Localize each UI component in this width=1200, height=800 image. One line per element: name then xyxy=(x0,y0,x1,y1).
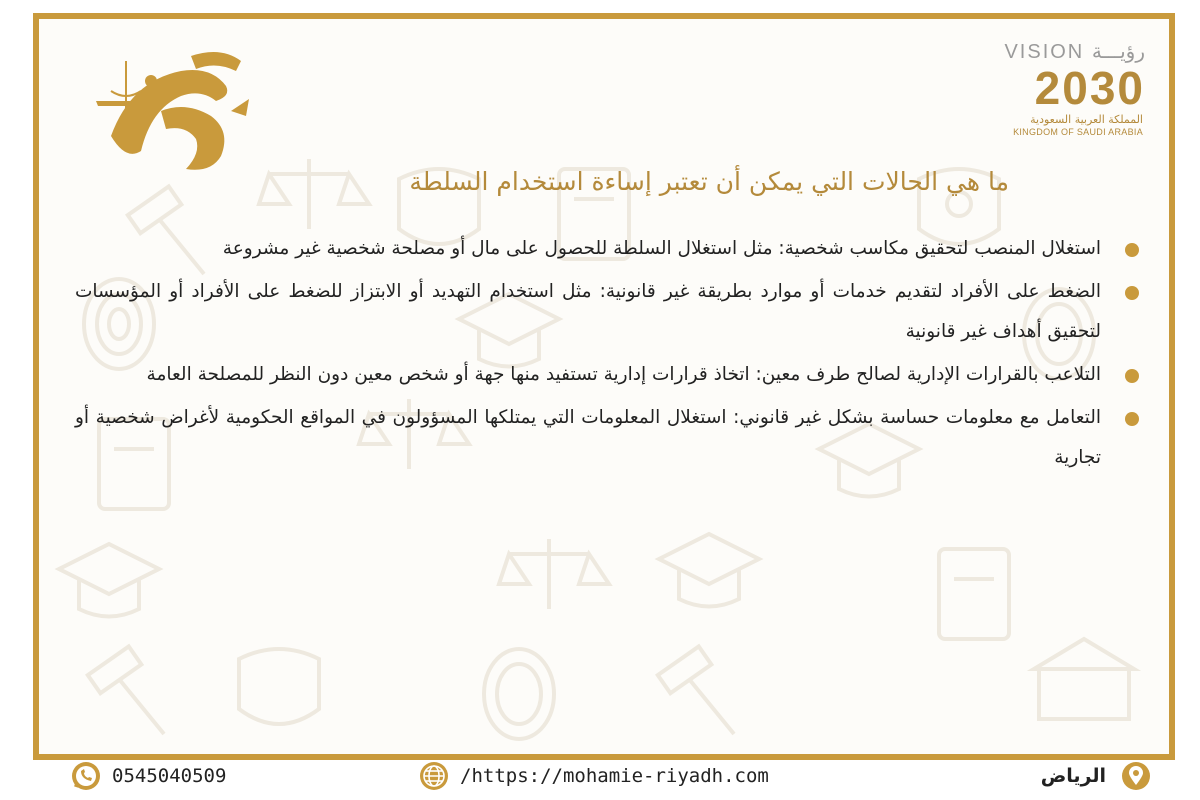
list-item xyxy=(75,229,1145,269)
whatsapp-icon xyxy=(70,760,102,792)
list-item-text: استغلال المنصب لتحقيق مكاسب شخصية: مثل استغلال السلطة للحصول على مال أو مصلحة شخصية غير مشروعة xyxy=(222,238,1101,259)
list-item xyxy=(75,272,1145,352)
globe-icon xyxy=(418,760,450,792)
bullet-dot-icon xyxy=(1125,243,1139,257)
footer xyxy=(0,752,1200,800)
vision-country-arabic: المملكة العربية السعودية xyxy=(1030,113,1143,126)
footer-website[interactable] xyxy=(418,760,769,792)
footer-location xyxy=(1041,760,1152,792)
content-frame xyxy=(33,13,1175,760)
list-item xyxy=(75,355,1145,395)
page-title: ما هي الحالات التي يمكن أن تعتبر إساءة استخدام السلطة xyxy=(409,167,1009,196)
website-link[interactable]: /https://mohamie-riyadh.com xyxy=(460,765,769,787)
lawyer-calligraphy-logo xyxy=(91,41,251,181)
footer-phone[interactable] xyxy=(70,760,226,792)
bullet-dot-icon xyxy=(1125,286,1139,300)
vision-country-english: KINGDOM OF SAUDI ARABIA xyxy=(1013,127,1143,137)
location-text: الرياض xyxy=(1040,765,1106,787)
list-item-text: التلاعب بالقرارات الإدارية لصالح طرف معين: اتخاذ قرارات إدارية تستفيد منها جهة أو شخص معين دون النظر للمصلحة العامة xyxy=(146,364,1101,385)
list-item xyxy=(75,398,1145,478)
list-item-text: التعامل مع معلومات حساسة بشكل غير قانوني: استغلال المعلومات التي يمتلكها المسؤولون في المواقع الحكومية لأغراض شخصية أو تجارية xyxy=(75,407,1101,468)
phone-number: 0545040509 xyxy=(112,765,227,787)
list-item-text: الضغط على الأفراد لتقديم خدمات أو موارد بطريقة غير قانونية: مثل استخدام التهديد أو الابتزاز للضغط على الأفراد أو المؤسسات لتحقيق أهداف غير قانونية xyxy=(75,281,1101,342)
bullet-dot-icon xyxy=(1125,369,1139,383)
vision-2030-logo xyxy=(975,39,1145,139)
location-pin-icon xyxy=(1120,760,1152,792)
bullet-list xyxy=(75,229,1145,481)
vision-word: VISION رؤيـــة xyxy=(1004,41,1145,63)
bullet-dot-icon xyxy=(1125,412,1139,426)
vision-year: 2030 xyxy=(1034,62,1145,114)
